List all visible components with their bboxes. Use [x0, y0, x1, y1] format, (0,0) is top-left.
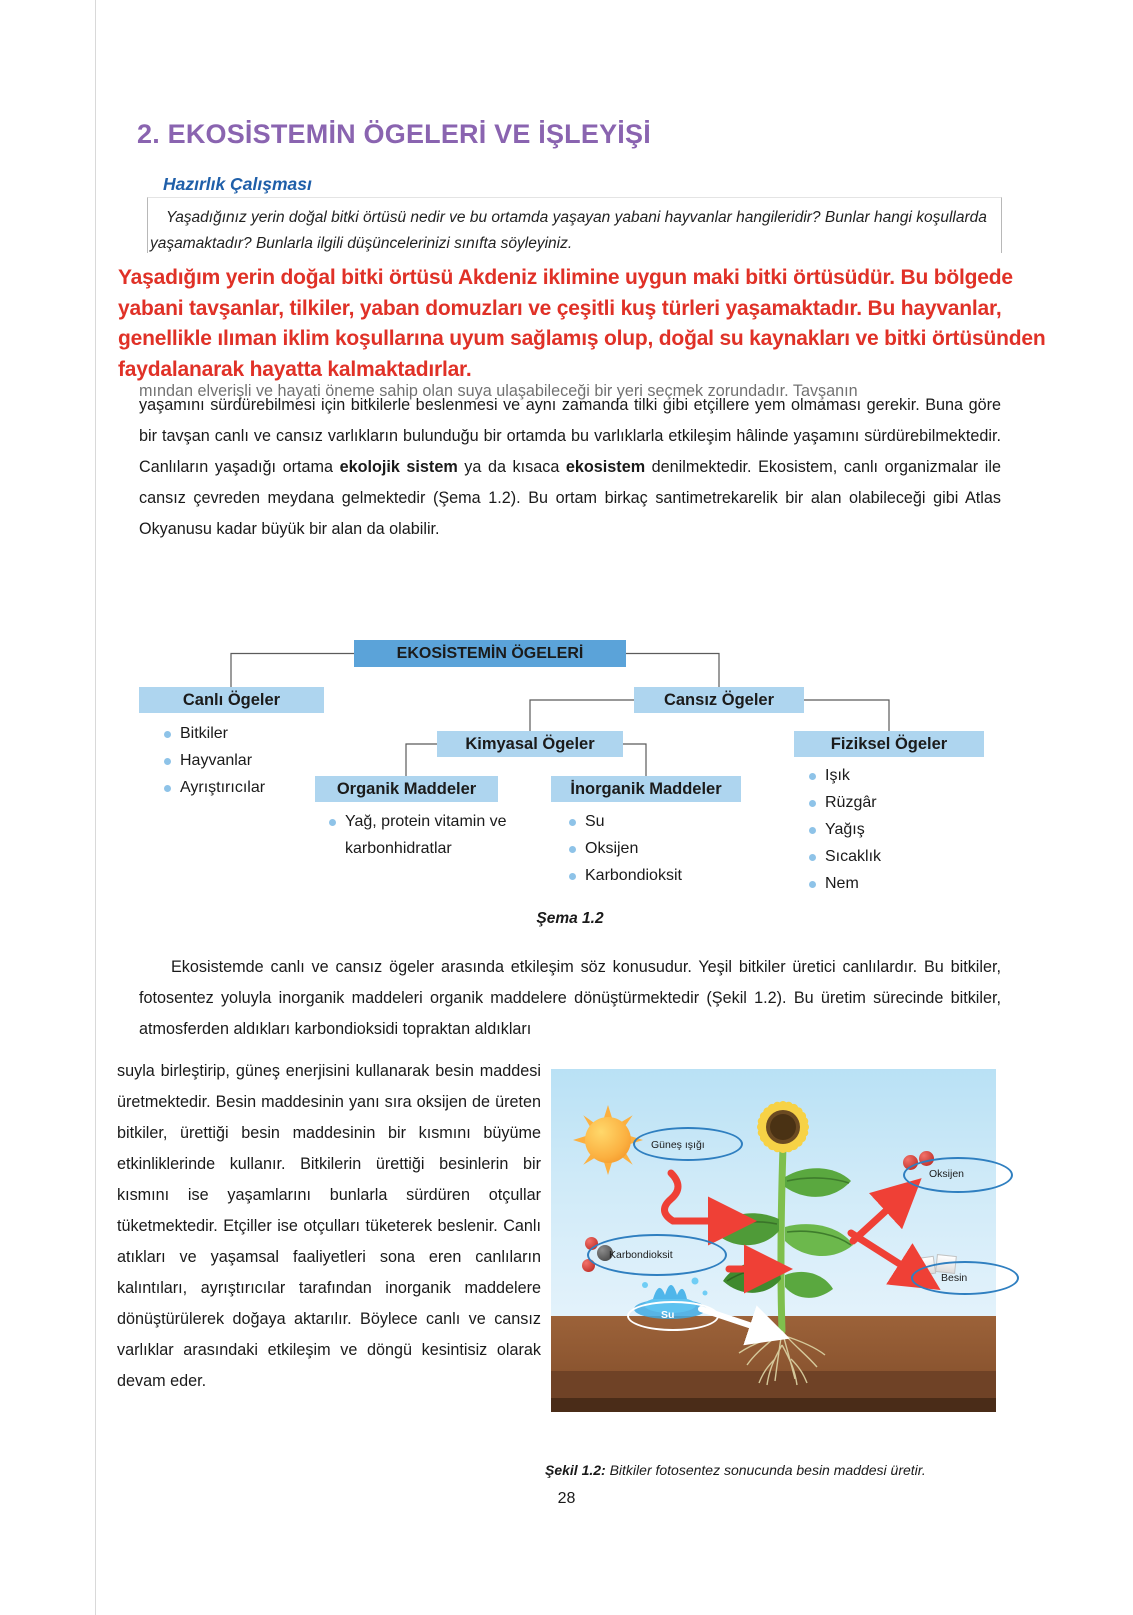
oxygen-arrow	[853, 1197, 901, 1241]
page-number: 28	[557, 1490, 576, 1507]
p1-part-d: denilmektedir. Ekosistem, canlı organizmalar ile cansız çevreden meydana gelmektedir (Şema 1.2). Bu ortam birkaç santimetrekarelik bir alan olabileceği gibi Atlas Okyanusu kadar büyük bir alan da olabilir.	[139, 458, 1001, 538]
term-ekosistem: ekosistem	[565, 458, 646, 476]
besin-arrow	[851, 1233, 917, 1275]
figure-caption-label: Şekil 1.2:	[545, 1462, 606, 1478]
student-answer-text: Yaşadığım yerin doğal bitki örtüsü Akdeniz iklimine uygun maki bitki örtüsüdür. Bu bölgede yabani tavşanlar, tilkiler, yaban domuzları ve çeşitli kuş türleri yaşamaktadır. Bu hayvanlar, genellikle ılıman iklim koşullarına uyum sağlamış olup, doğal su kaynakları ve bitki örtüsünden faydalanarak hayatta kalmaktadırlar.	[118, 266, 1046, 381]
page-title: 2. EKOSİSTEMİN ÖGELERİ VE İŞLEYİŞİ	[137, 119, 651, 150]
body-paragraph-2	[139, 952, 1001, 1045]
prep-question-text	[150, 205, 998, 257]
schema-node-cansiz-ogeler: Cansız Ögeler	[634, 687, 804, 713]
list-item: Işık	[807, 762, 977, 789]
schema-node-kimyasal-ogeler: Kimyasal Ögeler	[437, 731, 623, 757]
schema-list-inorganik	[567, 808, 742, 889]
label-karbondioksit: Karbondioksit	[609, 1249, 673, 1261]
schema-list-organik	[327, 808, 517, 862]
label-su: Su	[661, 1309, 675, 1321]
list-inorganik	[567, 808, 742, 889]
list-item: Ayrıştırıcılar	[162, 774, 322, 801]
schema-node-root: EKOSİSTEMİN ÖGELERİ	[354, 640, 626, 667]
p1-part-a: yaşamını sürdürebilmesi için bitkilerle beslenmesi ve aynı zamanda tilki gibi etçillere yem olmaması gerekir. Buna göre bir tavşan canlı ve cansız varlıkların bulunduğu bir ortamda bu varlıklarla etkileşim hâlinde yaşamını sürdürebilmektedir. Canlıların yaşadığı ortama	[139, 396, 1001, 476]
list-item: Yağış	[807, 816, 977, 843]
prep-section-label: Hazırlık Çalışması	[163, 174, 312, 194]
list-item: Nem	[807, 870, 977, 897]
margin-rule	[95, 0, 96, 1615]
list-item: Su	[567, 808, 742, 835]
p2-text: Ekosistemde canlı ve cansız ögeler arasında etkileşim söz konusudur. Yeşil bitkiler üretici canlılardır. Bu bitkiler, fotosentez yoluyla inorganik maddeleri organik maddelere dönüştürmektedir (Şekil 1.2). Bu üretim sürecinde bitkiler, atmosferden aldıkları karbondioksidi topraktan aldıkları	[139, 958, 1001, 1038]
prep-question-line-1: Yaşadığınız yerin doğal bitki örtüsü nedir ve bu ortamda yaşayan yabani hayvanlar hangileridir?	[166, 209, 821, 226]
schema-node-inorganik-maddeler: İnorganik Maddeler	[551, 776, 741, 802]
list-item: Bitkiler	[162, 720, 322, 747]
clipped-text-line: mından elverişli ve hayati öneme sahip olan suya ulaşabileceği bir yeri seçmek zorundadır. Tavşanın	[139, 382, 858, 400]
prep-question-line-2: Bunlar hangi koşullarda yaşamaktadır? Bunlarla ilgili düşüncelerinizi sınıfta söyleyiniz.	[150, 209, 987, 252]
label-oksijen: Oksijen	[929, 1168, 965, 1180]
body-left-column: suyla birleştirip, güneş enerjisini kullanarak besin maddesi üretmektedir. Besin maddesinin yanı sıra oksijen de üreten bitkiler, ürettiği besin maddesinin bir kısmını büyüme etkinliklerinde kullanır. Bitkilerin ürettiği besinlerin bir kısmını ise yaşamlarını bunlarla sürdüren otçullar tüketmektedir. Etçiller ise otçulları tüketerek beslenir. Canlı atıkları ve yaşamsal faaliyetleri sona eren canlıların kalıntıları, ayrıştırıcılar tarafından inorganik maddelere dönüştürülerek doğaya aktarılır. Böylece canlı ve cansız varlıklar arasındaki etkileşim ve döngü kesintisiz olarak devam eder.	[117, 1062, 541, 1390]
schema-node-canli-ogeler: Canlı Ögeler	[139, 687, 324, 713]
schema-list-fiziksel	[807, 762, 977, 897]
p1-part-c: ya da kısaca	[457, 458, 566, 476]
list-item: Sıcaklık	[807, 843, 977, 870]
list-item: Karbondioksit	[567, 862, 742, 889]
list-item: Rüzgâr	[807, 789, 977, 816]
schema-node-organik-maddeler: Organik Maddeler	[315, 776, 498, 802]
schema-diagram	[139, 636, 1001, 906]
label-gunes-isigi: Güneş ışığı	[651, 1139, 705, 1151]
sunlight-arrow	[664, 1173, 729, 1221]
list-canli	[162, 720, 322, 801]
body-paragraph-1	[139, 382, 1001, 545]
list-organik	[327, 808, 517, 862]
label-besin: Besin	[941, 1272, 968, 1284]
figure-caption	[545, 1460, 1005, 1480]
schema-node-fiziksel-ogeler: Fiziksel Ögeler	[794, 731, 984, 757]
term-ekolojik-sistem: ekolojik sistem	[339, 458, 458, 476]
schema-list-canli	[162, 720, 322, 801]
figure-scene	[551, 1069, 996, 1412]
list-item: Hayvanlar	[162, 747, 322, 774]
schema-caption: Şema 1.2	[536, 910, 604, 927]
figure-caption-text: Bitkiler fotosentez sonucunda besin maddesi üretir.	[605, 1462, 926, 1478]
list-item: Oksijen	[567, 835, 742, 862]
list-item: Yağ, protein vitamin ve karbonhidratlar	[327, 808, 517, 862]
photosynthesis-figure	[545, 1063, 1002, 1418]
list-fiziksel	[807, 762, 977, 897]
